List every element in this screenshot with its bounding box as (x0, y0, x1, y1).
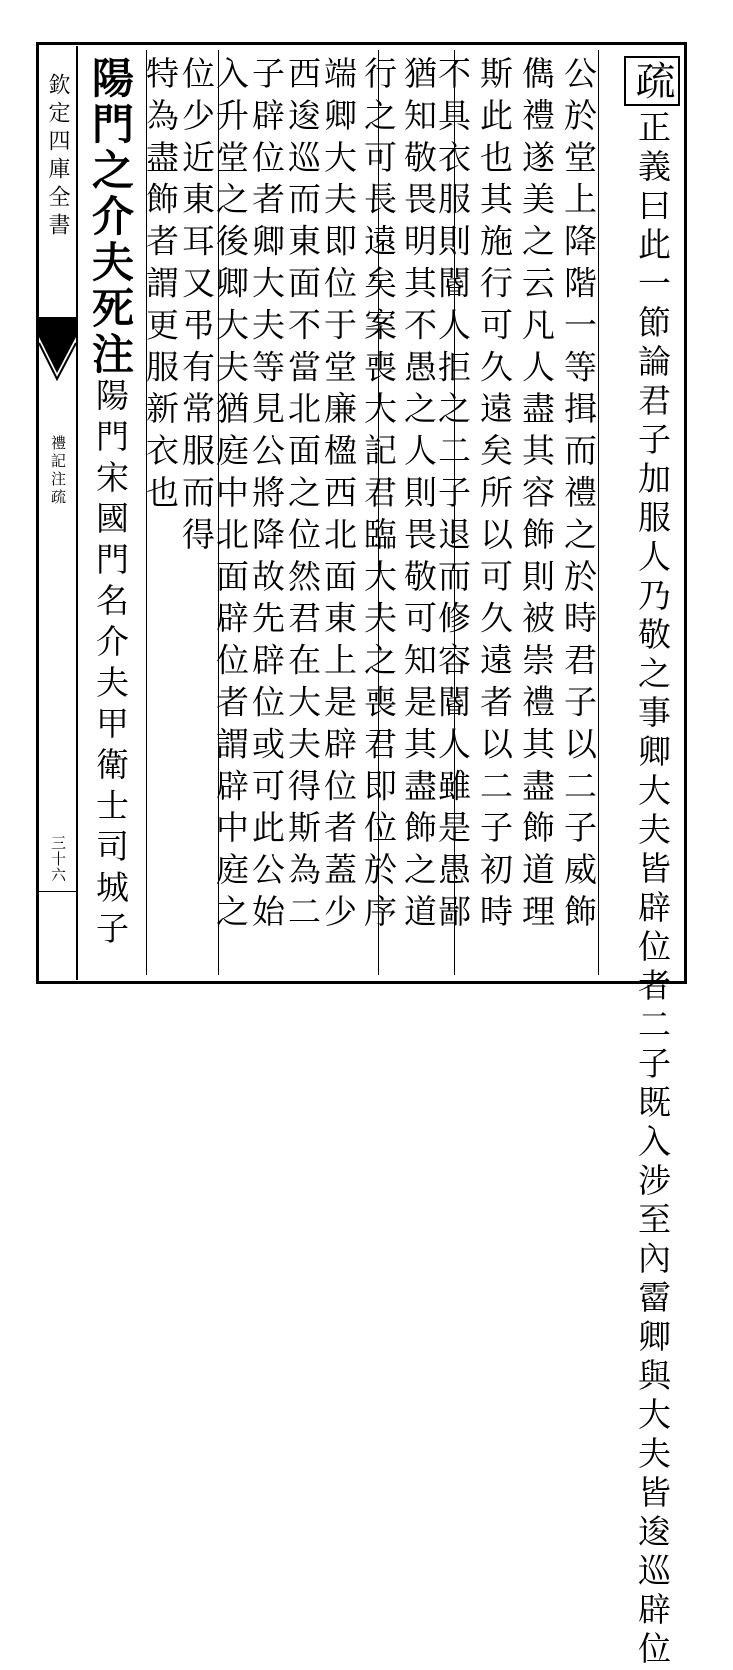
page-number: 三十六 (49, 835, 67, 883)
column-8 (318, 56, 358, 971)
column-text: 儁禮遂美之云凡人盡其容飾則被崇禮其盡飾道理 (517, 56, 556, 936)
page-number-rule (39, 891, 76, 892)
column-14 (80, 56, 140, 971)
column-3 (514, 56, 556, 971)
column-text: 西逡巡而東面不當北面之位然君在大夫得斯為二 (283, 56, 322, 936)
column-10 (246, 56, 286, 971)
main-text: 陽門之介夫死 (86, 56, 135, 332)
column-4 (474, 56, 514, 971)
column-12 (176, 56, 216, 971)
column-text: 猶知敬畏明其不愚之人則畏敬可知是其盡飾之道 (399, 56, 438, 936)
column-5 (432, 56, 472, 971)
note-marker: 注 (86, 332, 135, 378)
fish-tail-mark-icon (39, 333, 76, 393)
column-1 (604, 56, 680, 1670)
column-11 (210, 56, 250, 971)
column-text: 入升堂之後卿大夫猶庭中北面辟位者謂辟中庭之 (211, 56, 250, 936)
column-text: 特為盡飾者謂更服新衣也 (141, 56, 180, 517)
column-7 (358, 56, 398, 971)
column-9 (282, 56, 322, 971)
column-text: 正義曰此一節論君子加服人乃敬之事卿大夫皆辟位者二子既入涉至內霤卿與大夫皆逡巡辟位 (633, 110, 672, 1670)
column-text: 不具衣服則閽人拒之二子退而修容閽人雖是愚鄙 (433, 56, 472, 936)
collection-title: 欽定四庫全書 (45, 73, 70, 241)
note-text: 陽門宋國門名介夫甲衛士司城子 (91, 378, 130, 952)
column-13 (140, 56, 180, 971)
column-text: 端卿大夫即位于堂廉楹西北面東上是辟位者蓋少 (319, 56, 358, 936)
column-6 (398, 56, 438, 971)
book-title: 禮記注疏 (49, 435, 67, 507)
column-text: 行之可長遠矣案喪大記君臨大夫之喪君即位於序 (359, 56, 398, 936)
column-text: 子辟位者卿大夫等見公將降故先辟位或可此公始 (247, 56, 286, 936)
column-text: 位少近東耳又弔有常服而得 (177, 56, 216, 559)
column-2 (556, 56, 598, 971)
column-text: 公於堂上降階一等揖而禮之於時君子以二子威飾 (559, 56, 598, 936)
margin-strip (39, 45, 76, 981)
column-rule (598, 50, 599, 975)
commentary-marker: 疏 (624, 56, 680, 106)
column-text: 斯此也其施行可久遠矣所以可久遠者以二子初時 (475, 56, 514, 936)
